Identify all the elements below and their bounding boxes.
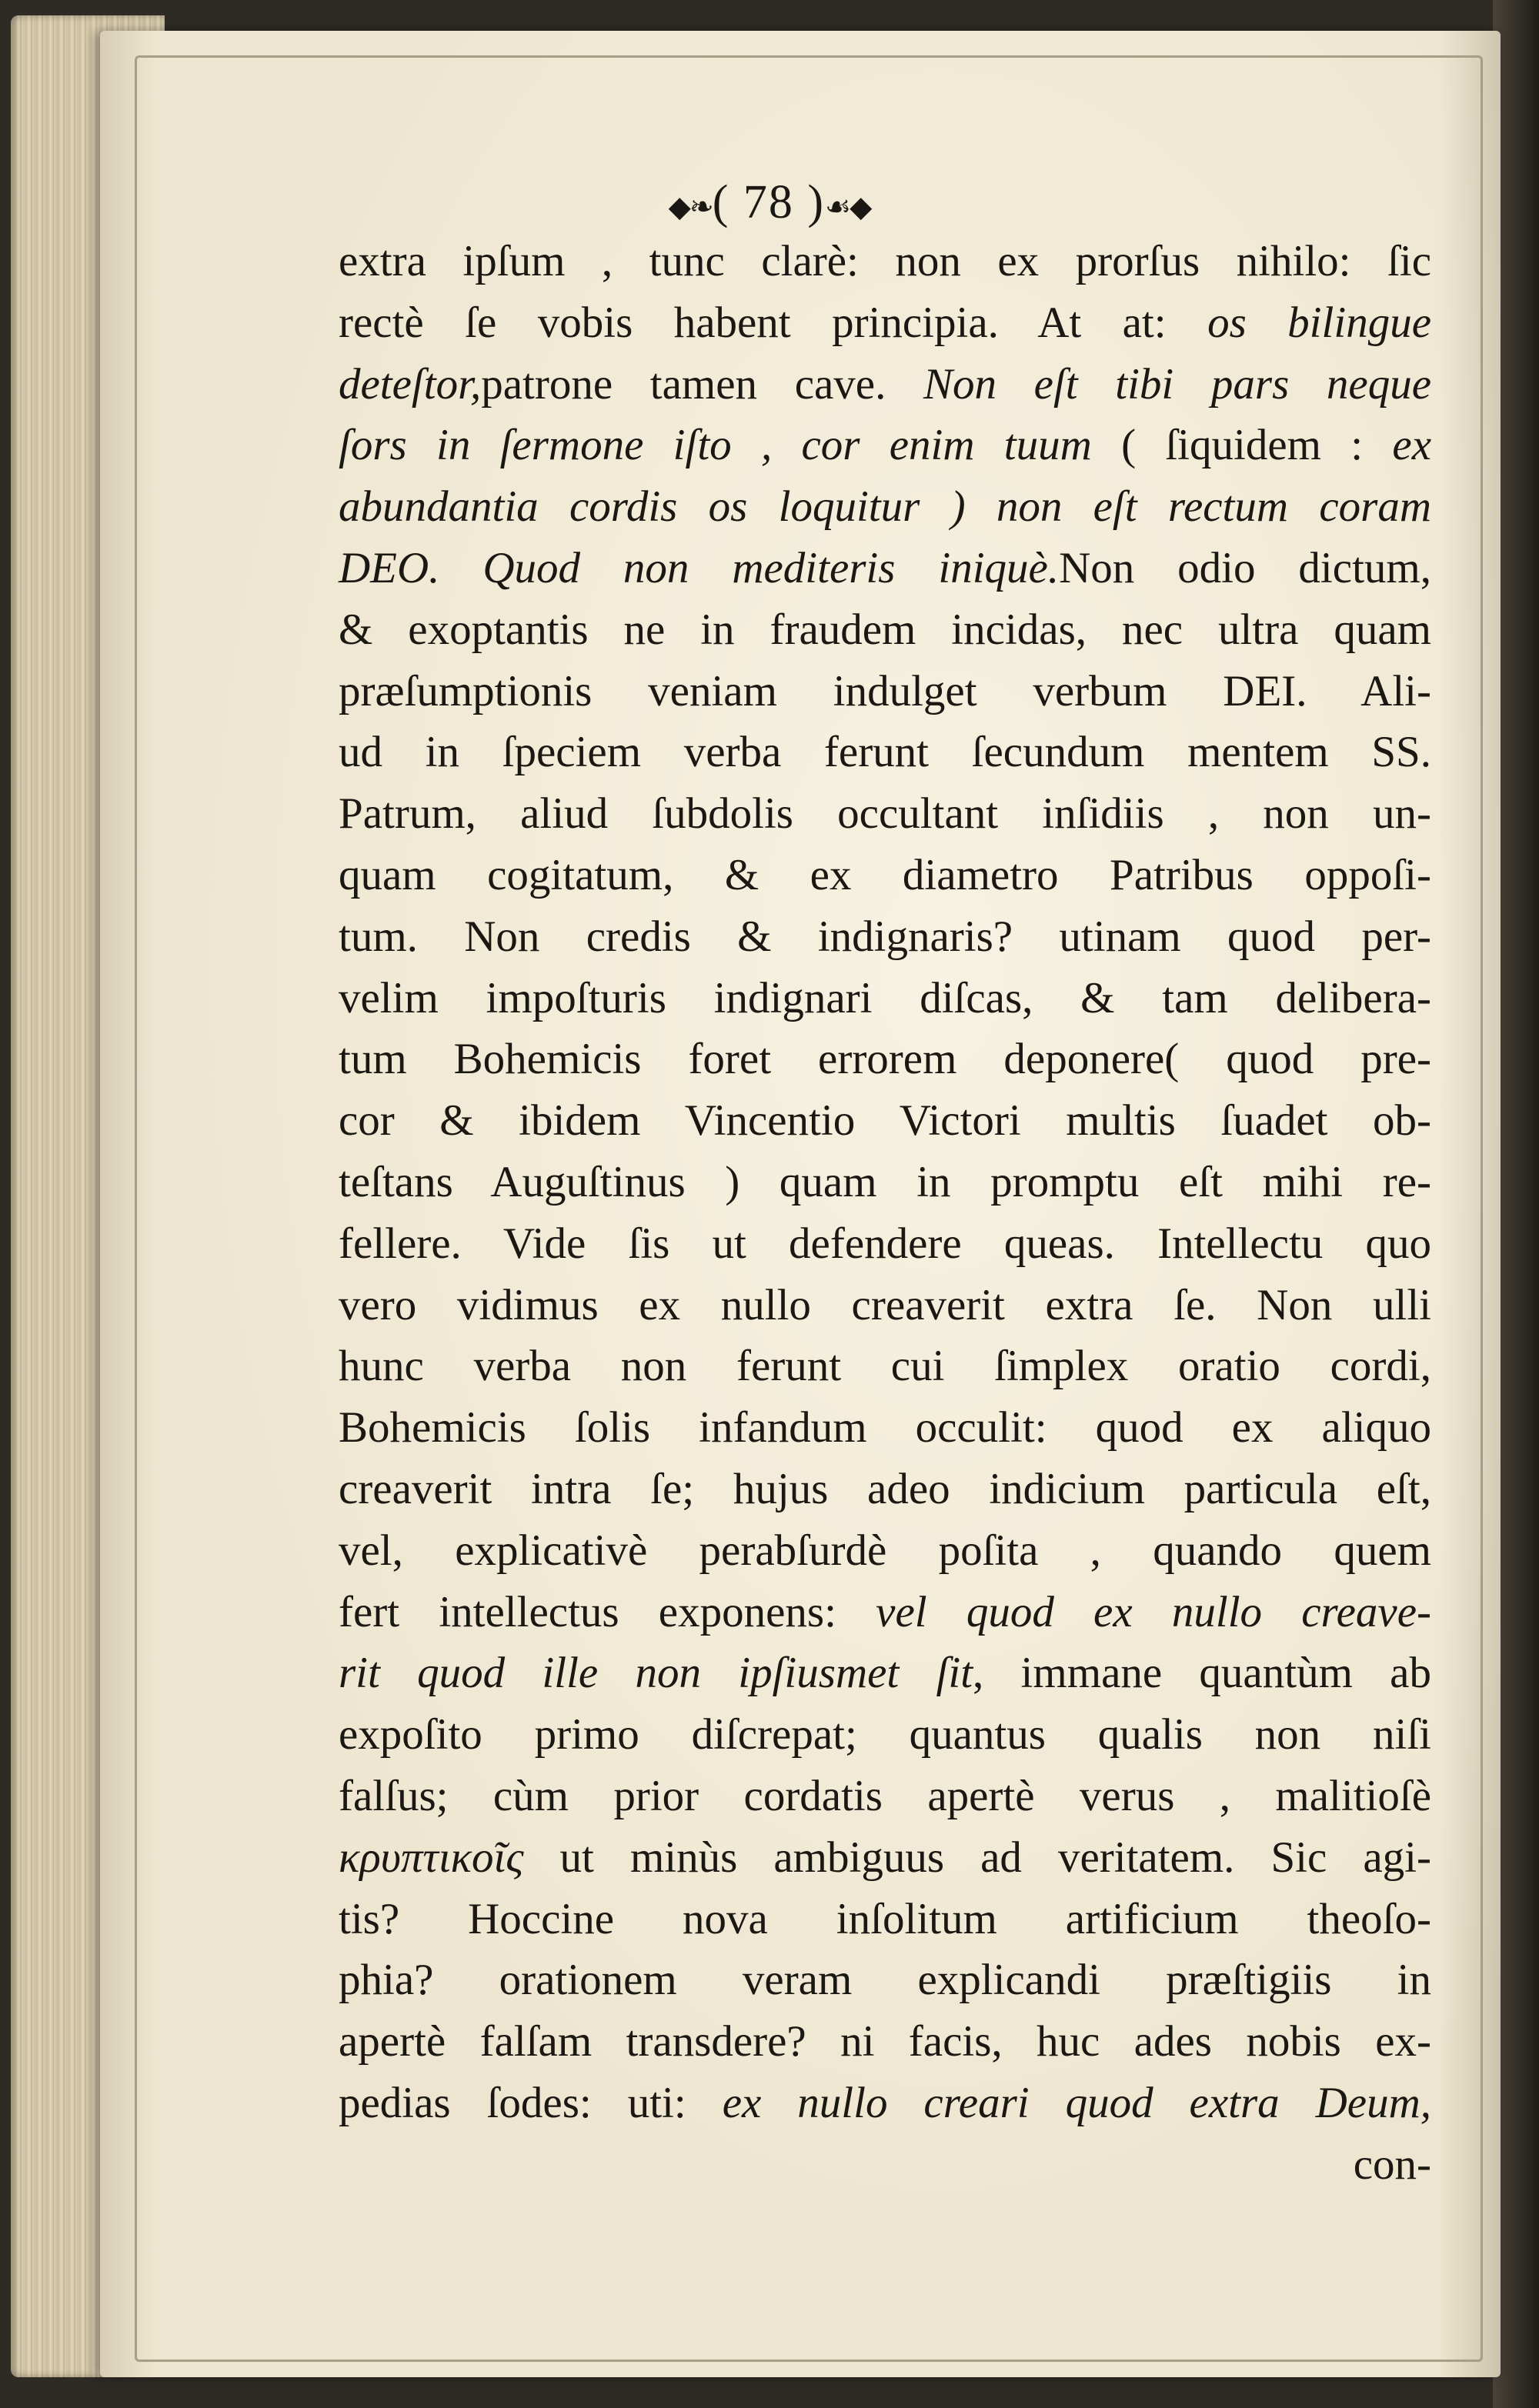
text-line [339,1397,1431,1459]
text-line [339,1213,1431,1275]
italic-text: Non eſt tibi pars neque [923,359,1431,409]
text-line [339,845,1431,906]
roman-text: con- [1353,2140,1431,2189]
italic-text: abundantia cordis os loquitur ) non eſt rectum coram [339,482,1431,532]
text-line [339,661,1431,722]
roman-text: vel, explicativè perabſurdè poſita , quando quem [339,1526,1431,1575]
page-number: 78 [743,176,794,228]
roman-text: ( ſiquidem : [1091,421,1393,470]
text-line [339,783,1431,845]
roman-text: cor & ibidem Vincentio Victori multis ſuadet ob- [339,1096,1431,1146]
text-line [339,1949,1431,2011]
roman-text: phia? orationem veram explicandi præſtigiis in [339,1956,1431,2005]
roman-text: Non odio dictum, [1059,543,1431,592]
text-line [339,1275,1431,1336]
text-line [339,722,1431,783]
text-line [339,906,1431,968]
text-line [339,1090,1431,1152]
text-line [339,2134,1431,2196]
roman-text: fert intellectus exponens: [339,1587,876,1636]
text-line [339,1704,1431,1766]
roman-text: Patrum, aliud ſubdolis occultant inſidiis , non un- [339,789,1431,839]
roman-text: tis? Hoccine nova inſolitum artificium theoſo- [339,1894,1431,1943]
roman-text: tum. Non credis & indignaris? utinam quod per- [339,912,1431,961]
italic-text: vel quod ex nullo creave- [876,1587,1432,1636]
roman-text: , immane quantùm ab [973,1649,1431,1698]
text-line [339,354,1431,415]
italic-text: deteſtor, [339,359,482,409]
text-line [339,599,1431,661]
page-header [0,175,1539,230]
roman-text: expoſito primo diſcrepat; quantus qualis non niſi [339,1710,1431,1759]
roman-text: ut minùs ambiguus ad veritatem. Sic agi- [523,1833,1431,1882]
italic-text: ex nullo creari quod extra Deum, [722,2078,1432,2127]
roman-text: fellere. Vide ſis ut defendere queas. Intellectu quo [339,1219,1431,1268]
roman-text: teſtans Auguſtinus ) quam in promptu eſt mihi re- [339,1157,1431,1206]
italic-text: DEO. Quod non mediteris iniquè. [339,543,1060,592]
roman-text: hunc verba non ferunt cui ſimplex oratio cordi, [339,1342,1431,1391]
text-line [339,1336,1431,1397]
text-line [339,292,1431,354]
roman-text: rectè ſe vobis habent principia. At at: [339,298,1208,347]
text-line [339,2073,1431,2134]
italic-text: rit quod ille non ipſiusmet ſit [339,1649,973,1698]
roman-text: velim impoſturis indignari diſcas, & tam delibera- [339,973,1431,1022]
roman-text: Bohemicis ſolis infandum occulit: quod ex aliquo [339,1403,1431,1452]
roman-text: falſus; cùm prior cordatis apertè verus , malitioſè [339,1771,1431,1820]
roman-text: quam cogitatum, & ex diametro Patribus oppoſi- [339,850,1431,899]
text-line [339,231,1431,292]
right-ornament-icon: ☙◆ [825,191,871,224]
roman-text: pedias ſodes: uti: [339,2078,723,2127]
italic-text: ſors in ſermone iſto , cor enim tuum [339,421,1092,470]
roman-text: patrone tamen cave. [481,359,923,409]
roman-text: creaverit intra ſe; hujus adeo indicium particula eſt, [339,1464,1431,1513]
roman-text: & exoptantis ne in fraudem incidas, nec ultra quam [339,605,1431,654]
text-line [339,1582,1431,1643]
left-ornament-icon: ◆❧ [668,191,713,224]
text-line [339,2011,1431,2073]
page-number-open: ( [712,176,743,228]
text-line [339,1889,1431,1950]
italic-text: ex [1392,421,1431,470]
text-line [339,1459,1431,1520]
text-line [339,476,1431,538]
roman-text: tum Bohemicis foret errorem deponere( quod pre- [339,1035,1431,1084]
text-line [339,1827,1431,1889]
roman-text: ud in ſpeciem verba ferunt ſecundum mentem SS. [339,728,1431,777]
text-line [339,968,1431,1029]
text-line [339,1766,1431,1827]
text-line [339,1643,1431,1704]
text-line [339,1152,1431,1213]
page-number-close: ) [793,176,826,228]
body-text [339,231,1431,2196]
italic-text: κρυπτικοῖς [339,1833,524,1882]
text-line [339,538,1431,599]
text-line [339,415,1431,476]
text-line [339,1029,1431,1090]
roman-text: vero vidimus ex nullo creaverit extra ſe. Non ulli [339,1280,1431,1329]
roman-text: extra ipſum , tunc clarè: non ex prorſus nihilo: ſic [339,237,1431,285]
text-line [339,1520,1431,1582]
roman-text: apertè falſam transdere? ni facis, huc ades nobis ex- [339,2017,1431,2066]
roman-text: præſumptionis veniam indulget verbum DEI. Ali- [339,666,1431,715]
italic-text: os bilingue [1207,298,1431,347]
